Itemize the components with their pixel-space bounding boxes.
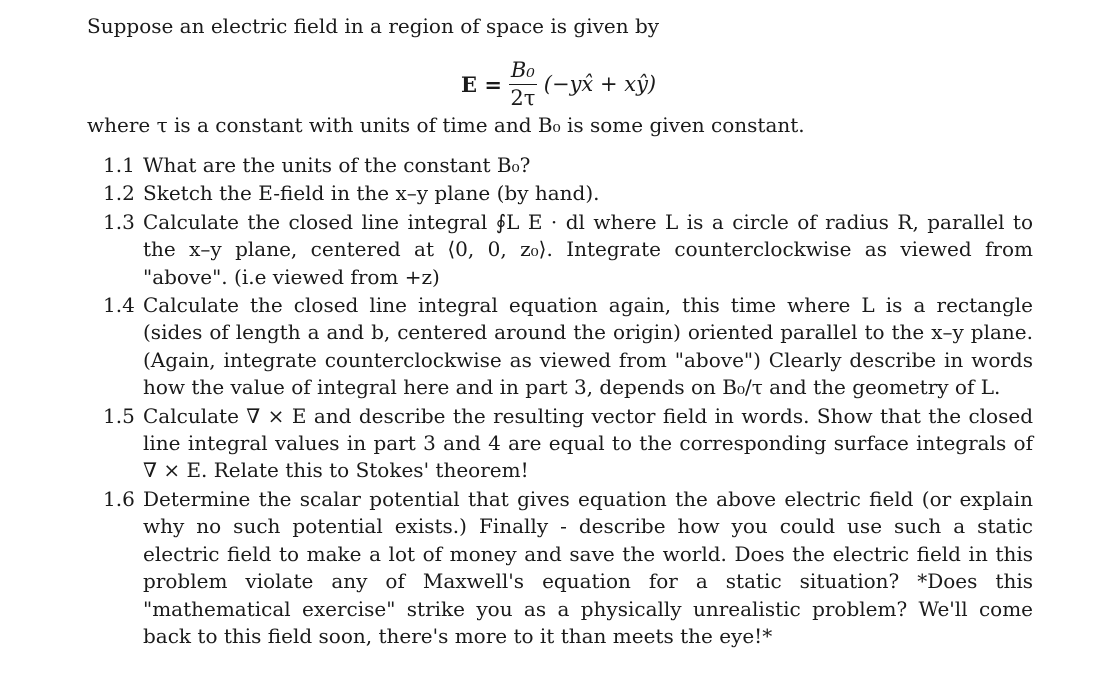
question-item: [103, 180, 1033, 207]
question-text: Determine the scalar potential that gives equation the above electric field (or explain why no such potential exists.) Finally - describe how you could use such a static electric field to make a lot of money and save the world. Does the electric field in this problem violate any of Maxwell's equation for a static situation? *Does this "mathematical exercise" strike you as a physically unrealistic problem? We'll come back to this field soon, there's more to it than meets the eye!*: [143, 486, 1033, 648]
question-text: Calculate the closed line integral ∮L E · dl where L is a circle of radius R, parallel to the x–y plane, centered at ⟨0, 0, z₀⟩. Integrate counterclockwise as viewed from "above". (i.e viewed from +z): [143, 209, 1033, 289]
question-text: Calculate the closed line integral equation again, this time where L is a rectangle (sides of length a and b, centered around the origin) oriented parallel to the x–y plane. (Again, integrate counterclockwise as viewed from "above") Clearly describe in words how the value of integral here and in part 3, depends on B₀/τ and the geometry of L.: [143, 293, 1033, 400]
where-text: where τ is a constant with units of time and B₀ is some given constant.: [87, 113, 805, 137]
question-list: [103, 152, 1033, 651]
question-item: [103, 152, 1033, 179]
question-item: [103, 486, 1033, 650]
question-number: 1.5: [103, 403, 135, 428]
question-number: 1.3: [103, 209, 135, 234]
equation-lhs: E =: [461, 71, 502, 97]
equation-rhs: (−yx̂ + xŷ): [543, 72, 657, 96]
question-text: Sketch the E-field in the x–y plane (by hand).: [143, 181, 600, 206]
question-text: What are the units of the constant B₀?: [143, 153, 531, 177]
fraction-denominator: 2τ: [510, 85, 536, 110]
equation-fraction: [509, 59, 537, 108]
question-item: [103, 209, 1033, 291]
question-number: 1.4: [103, 293, 135, 318]
fraction-numerator: B₀: [509, 59, 537, 84]
question-number: 1.6: [103, 486, 135, 511]
question-text: Calculate ∇ × E and describe the resulting vector field in words. Show that the closed line integral values in part 3 and 4 are equal to the corresponding surface integrals of ∇ × E. Relate this to Stokes' theorem!: [143, 403, 1033, 483]
electric-field-equation: [461, 56, 656, 112]
question-number: 1.1: [103, 153, 135, 177]
question-item: [103, 403, 1033, 485]
intro-text: Suppose an electric field in a region of space is given by: [87, 14, 660, 38]
question-item: [103, 292, 1033, 402]
question-number: 1.2: [103, 181, 135, 206]
